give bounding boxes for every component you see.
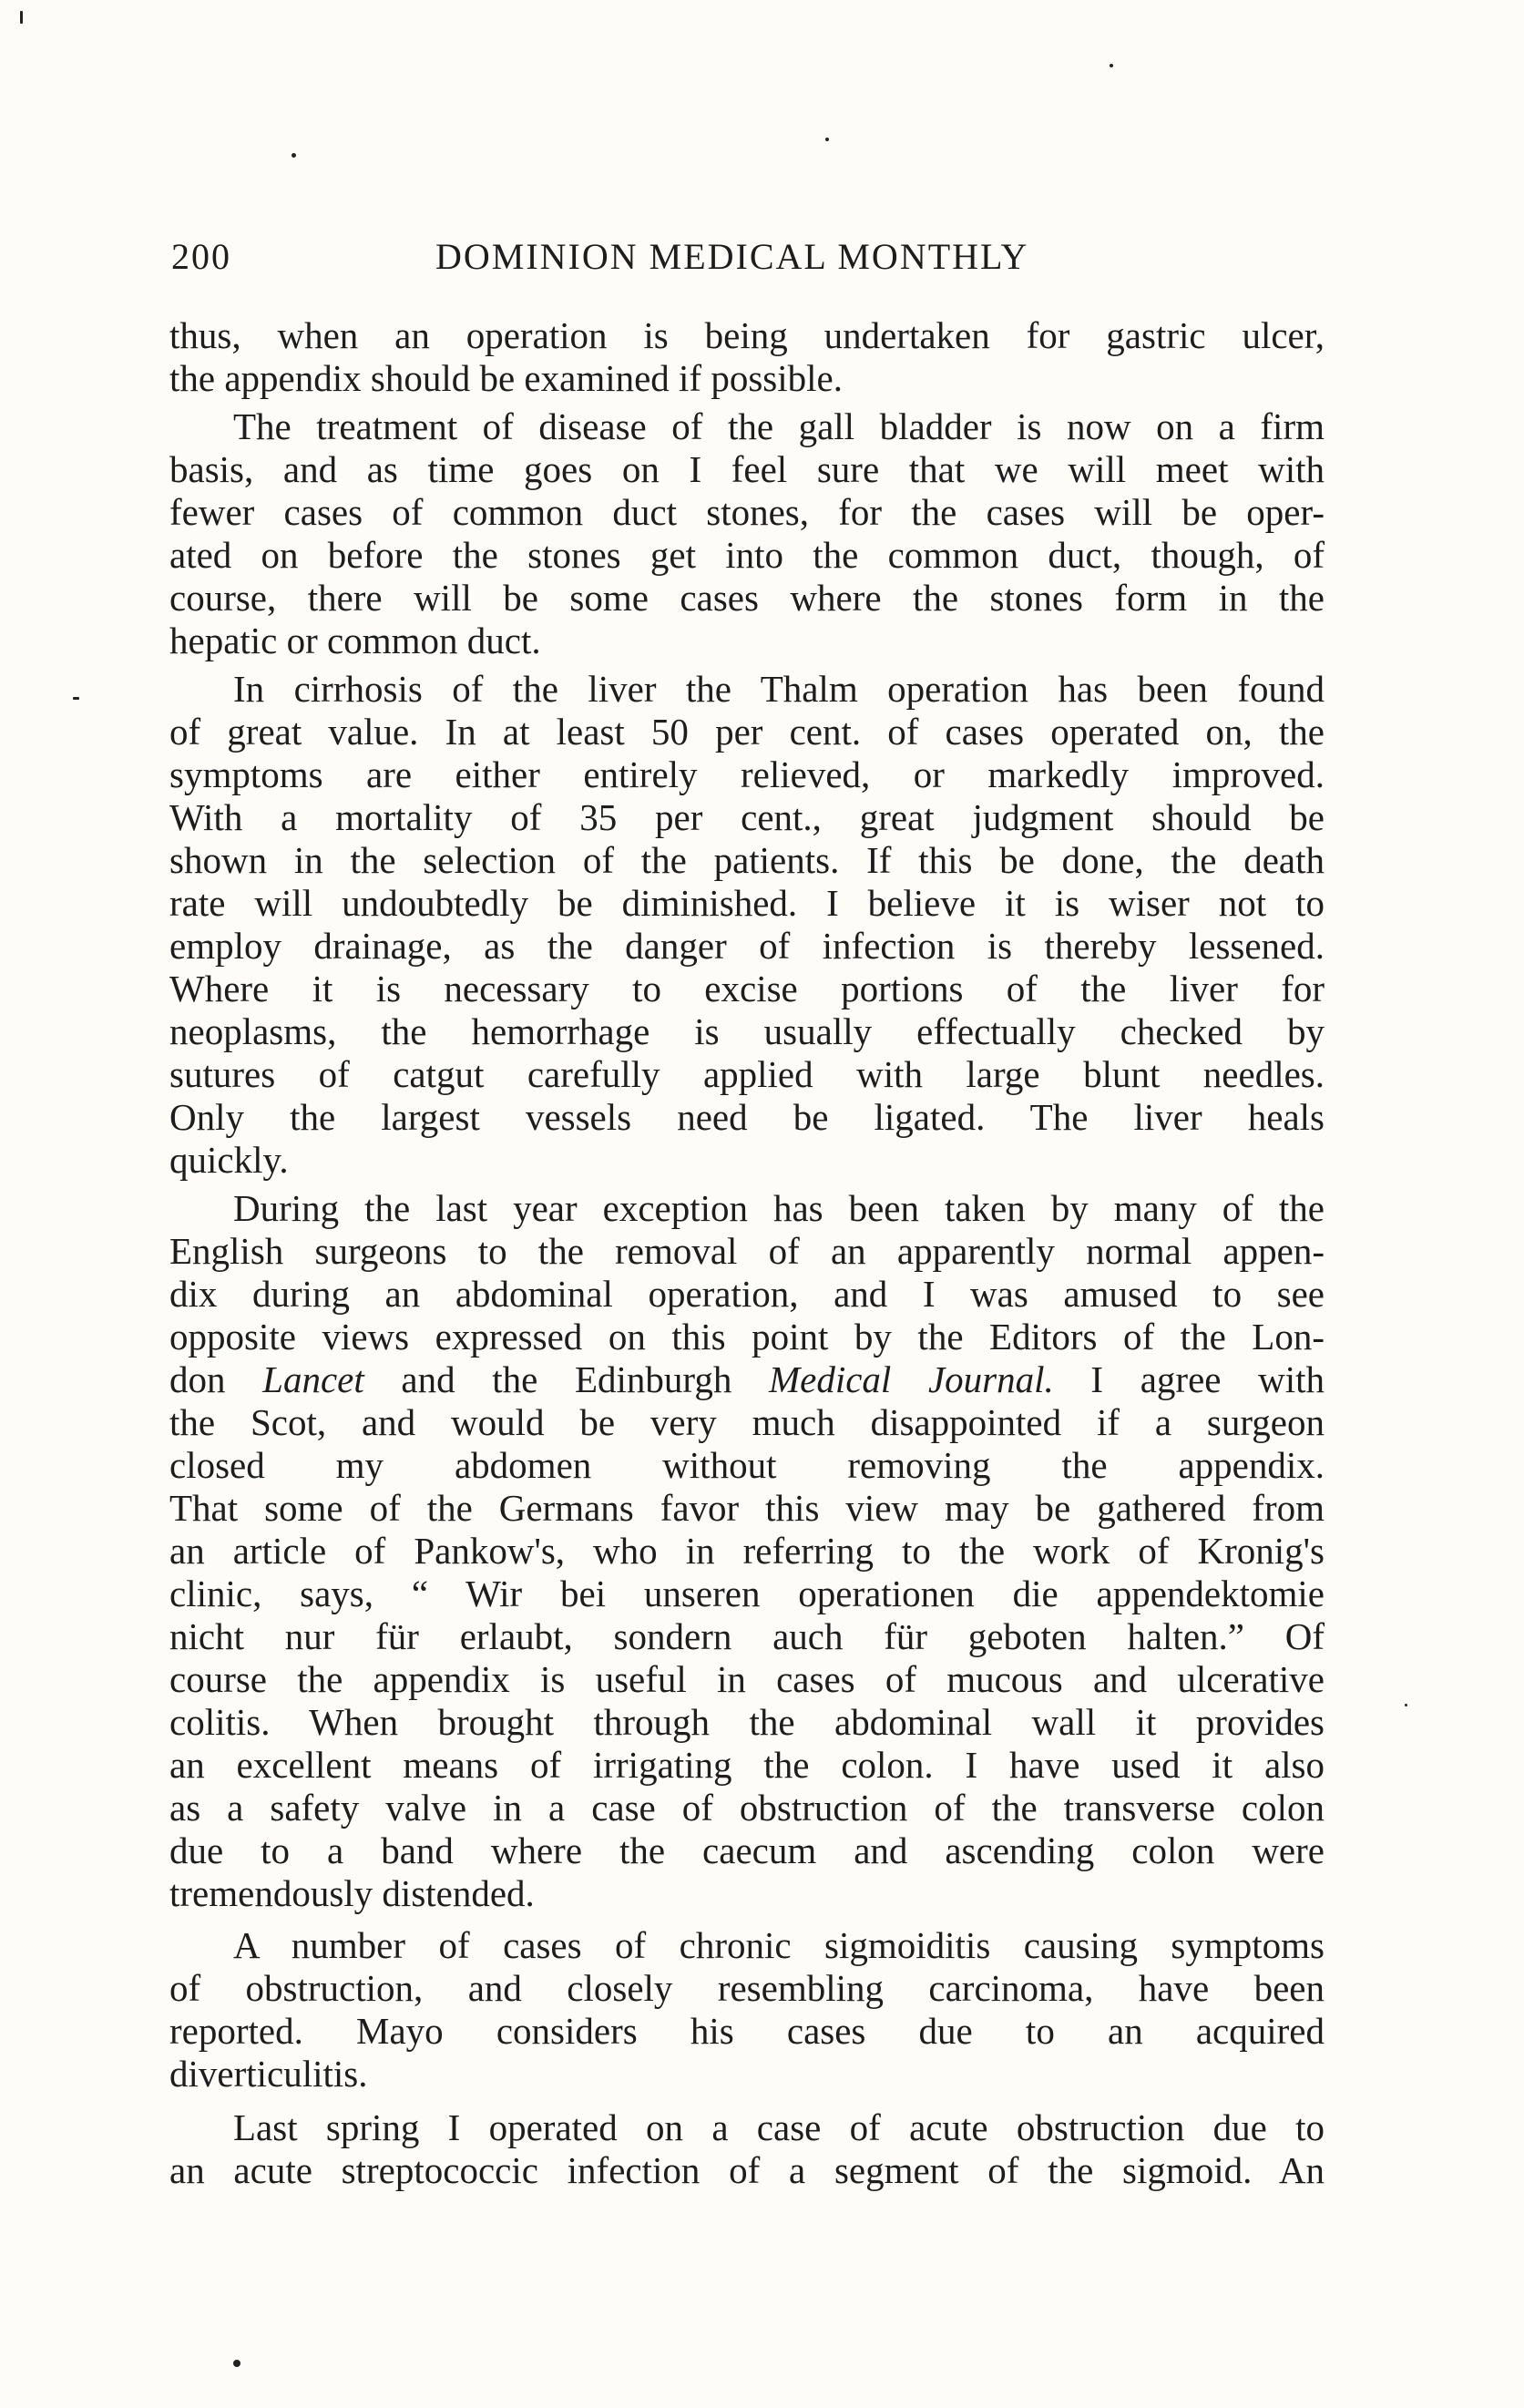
text-line: due to a band where the caecum and ascending colon were [169,1829,1325,1871]
text-line: an excellent means of irrigating the colon. I have used it also [169,1744,1325,1786]
text-line: rate will undoubtedly be diminished. I believe it is wiser not to [169,882,1325,924]
scan-speck [20,11,23,24]
text-line: During the last year exception has been taken by many of the [233,1187,1325,1229]
text-line: That some of the Germans favor this view may be gathered from [169,1487,1325,1529]
text-line: tremendously distended. [169,1872,535,1914]
page-number: 200 [171,236,231,277]
text-line: English surgeons to the removal of an apparently normal appen- [169,1230,1325,1272]
paragraph [169,668,1325,1182]
journal-title-italic: Medical Journal. [768,1358,1054,1400]
text-line: employ drainage, as the danger of infection is thereby lessened. [169,925,1325,967]
scan-speck [1405,1704,1407,1706]
running-title: DOMINION MEDICAL MONTHLY [435,236,1029,277]
page-header [171,235,1319,290]
paragraph [169,405,1325,662]
text-fragment: and the Edinburgh [363,1358,769,1400]
scan-speck [1110,64,1113,67]
text-line: of obstruction, and closely resembling carcinoma, have been [169,1967,1325,2009]
text-line: shown in the selection of the patients. If this be done, the death [169,839,1325,881]
text-line: hepatic or common duct. [169,620,541,661]
text-line: the appendix should be examined if possible. [169,357,843,399]
text-line: diverticulitis. [169,2053,368,2095]
text-fragment: don [169,1358,263,1400]
text-line: the Scot, and would be very much disappointed if a surgeon [169,1401,1325,1443]
text-line: opposite views expressed on this point by the Editors of the Lon- [169,1316,1325,1358]
text-line: With a mortality of 35 per cent., great judgment should be [169,796,1325,838]
text-line: basis, and as time goes on I feel sure that we will meet with [169,448,1325,490]
text-line: The treatment of disease of the gall bladder is now on a firm [233,405,1325,447]
text-line: symptoms are either entirely relieved, or markedly improved. [169,753,1325,795]
text-line: course, there will be some cases where the stones form in the [169,577,1325,619]
text-line: ated on before the stones get into the common duct, though, of [169,534,1325,576]
scan-speck [292,153,296,158]
text-line: Last spring I operated on a case of acute obstruction due to [233,2106,1325,2148]
scan-speck [73,697,79,700]
text-line: an acute streptococcic infection of a segment of the sigmoid. An [169,2149,1325,2191]
text-line: nicht nur für erlaubt, sondern auch für geboten halten.” Of [169,1615,1325,1657]
text-line: sutures of catgut carefully applied with large blunt needles. [169,1053,1325,1095]
scan-speck [233,2360,240,2367]
text-line: thus, when an operation is being undertaken for gastric ulcer, [169,314,1325,356]
article-body [169,314,1325,2198]
text-line: course the appendix is useful in cases of mucous and ulcerative [169,1658,1325,1700]
text-line-with-italics [169,1358,1325,1401]
text-line: closed my abdomen without removing the appendix. [169,1444,1325,1486]
text-line: Only the largest vessels need be ligated. The liver heals [169,1096,1325,1138]
text-line: neoplasms, the hemorrhage is usually effectually checked by [169,1010,1325,1052]
text-line: quickly. [169,1139,289,1181]
paragraph [169,1187,1325,1915]
text-line: clinic, says, “ Wir bei unseren operationen die appendektomie [169,1573,1325,1614]
text-line: fewer cases of common duct stones, for the cases will be oper- [169,491,1325,533]
text-fragment: I agree with [1053,1358,1325,1400]
paragraph [169,2106,1325,2192]
paragraph [169,314,1325,400]
paragraph [169,1924,1325,2095]
text-line: reported. Mayo considers his cases due to an acquired [169,2010,1325,2052]
text-line: Where it is necessary to excise portions of the liver for [169,968,1325,1009]
text-line: In cirrhosis of the liver the Thalm operation has been found [233,668,1325,710]
text-line: colitis. When brought through the abdominal wall it provides [169,1701,1325,1743]
scan-speck [825,138,829,141]
text-line: A number of cases of chronic sigmoiditis causing symptoms [233,1924,1325,1966]
text-line: dix during an abdominal operation, and I was amused to see [169,1273,1325,1315]
text-line: an article of Pankow's, who in referring to the work of Kronig's [169,1530,1325,1572]
text-line: as a safety valve in a case of obstruction of the transverse colon [169,1787,1325,1829]
text-line: of great value. In at least 50 per cent. of cases operated on, the [169,711,1325,753]
journal-title-italic: Lancet [262,1358,364,1400]
